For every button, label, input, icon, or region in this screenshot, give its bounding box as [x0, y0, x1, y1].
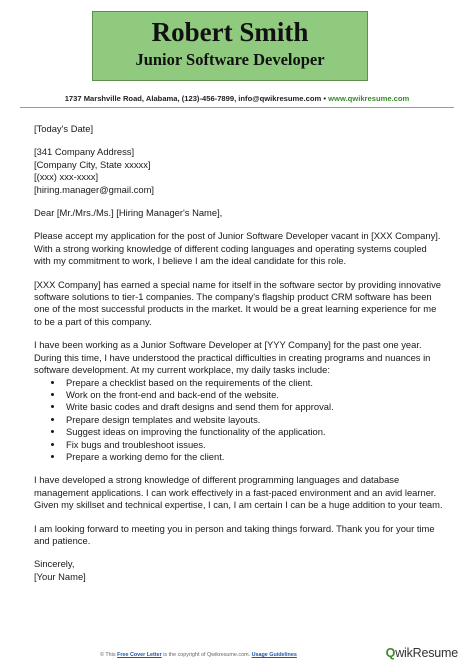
- list-item: • Fix bugs and troubleshoot issues.: [64, 439, 444, 451]
- salutation: Dear [Mr./Mrs./Ms.] [Hiring Manager's Name],: [34, 207, 223, 219]
- usage-guidelines-link[interactable]: Usage Guidelines: [251, 652, 297, 658]
- footer-copyright: [100, 652, 297, 658]
- closing: Sincerely,: [34, 558, 75, 570]
- logo-text: wikResume: [395, 646, 458, 660]
- paragraph-experience: I have been working as a Junior Software Developer at [YYY Company] for the past one year. During this time, I have understood the practical difficulties in creating programs and nuances in software development. At my current workplace, my daily tasks include:: [34, 339, 431, 376]
- name-banner: [92, 11, 368, 81]
- qwikresume-logo: [386, 646, 458, 660]
- recipient-city: [Company City, State xxxxx]: [34, 158, 151, 170]
- contact-line: [0, 94, 474, 103]
- paragraph-intro: Please accept my application for the post of Junior Software Developer vacant in [XXX Company]. With a strong working knowledge of different coding languages and operating systems coupled with my commitment to work, I believe I am the ideal candidate for this role.: [34, 230, 441, 267]
- contact-details: 1737 Marshville Road, Alabama, (123)-456-7899, info@qwikresume.com •: [64, 94, 329, 103]
- footer-prefix: © This: [100, 652, 118, 658]
- recipient-phone: [(xxx) xxx-xxxx]: [34, 171, 99, 183]
- list-item: • Work on the front-end and back-end of the website.: [64, 389, 444, 401]
- website-link[interactable]: www.qwikresume.com: [328, 94, 410, 103]
- paragraph-skills: I have developed a strong knowledge of different programming languages and database management applications. I can work effectively in a fast-paced environment and an avid learner. Given my skillset and technical expertise, I can, I am certain I can be a huge addition to your team.: [34, 474, 443, 511]
- paragraph-company: [XXX Company] has earned a special name for itself in the software sector by providing innovative software solutions to tier-1 companies. The company's flagship product CRM software has been one of the most successful products in the market. It would be a great learning experience for me to be a part of this company.: [34, 278, 441, 327]
- signature-name: [Your Name]: [34, 570, 86, 582]
- applicant-name: Robert Smith: [151, 17, 309, 47]
- recipient-address: [341 Company Address]: [34, 146, 135, 158]
- list-item: • Write basic codes and draft designs and send them for approval.: [64, 401, 444, 413]
- footer-middle: is the copyright of Qwikresume.com.: [161, 652, 252, 658]
- paragraph-closing: I am looking forward to meeting you in person and taking things forward. Thank you for your time and patience.: [34, 522, 435, 546]
- list-item: • Prepare design templates and website layouts.: [64, 414, 444, 426]
- free-cover-letter-link[interactable]: Free Cover Letter: [117, 652, 162, 658]
- list-item: • Prepare a working demo for the client.: [64, 451, 444, 463]
- recipient-email: [hiring.manager@gmail.com]: [34, 183, 154, 195]
- letter-body: [34, 123, 444, 583]
- task-list: [34, 377, 444, 464]
- divider: [20, 107, 454, 108]
- letter-date: [Today's Date]: [34, 123, 94, 134]
- list-item: • Prepare a checklist based on the requirements of the client.: [64, 377, 444, 389]
- logo-q: Q: [385, 646, 396, 660]
- recipient-block: [34, 146, 444, 196]
- list-item: • Suggest ideas on improving the functionality of the application.: [64, 426, 444, 438]
- job-title: Junior Software Developer: [135, 50, 325, 69]
